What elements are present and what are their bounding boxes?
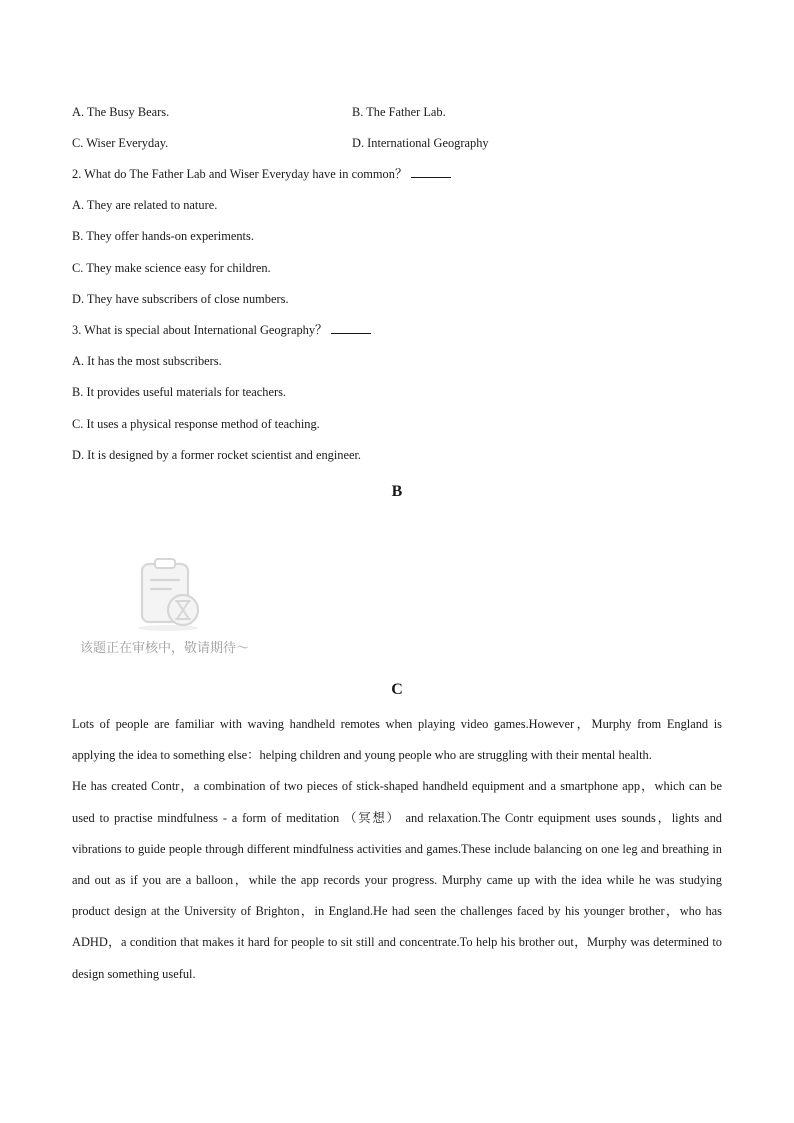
q1-options-row2	[72, 135, 489, 151]
q1-option-d: D. International Geography	[352, 136, 489, 150]
q3-stem	[72, 322, 371, 338]
q3-stem-text: 3. What is special about International Geography？	[72, 323, 328, 337]
pending-review-text: 该题正在审核中，敬请期待～	[80, 641, 250, 656]
section-c-heading: C	[391, 681, 403, 698]
clipboard-hourglass-icon	[130, 558, 210, 633]
q1-option-c: C. Wiser Everyday.	[72, 136, 169, 150]
q3-option-c: C. It uses a physical response method of teaching.	[72, 417, 320, 431]
q2-answer-blank	[411, 166, 451, 178]
q3-option-b: B. It provides useful materials for teachers.	[72, 385, 287, 399]
pending-review-placeholder	[80, 558, 270, 658]
q2-stem	[72, 166, 451, 182]
passage-paragraph-2: He has created Contr，a combination of two pieces of stick-shaped handheld equipment and a smartphone app，which can be used to practise mindfulness - a form of meditation （冥想） and relaxation.The Contr equipment uses sounds，lights and vibrations to guide people through different mindfulness activities and games.These include balancing on one leg and breathing in and out as if you are a balloon，while the app records your progress. Murphy came up with the idea while he was studying product design at the University of Brighton，in England.He had seen the challenges faced by his younger brother，who has ADHD，a condition that makes it hard for people to sit still and concentrate.To help his brother out，Murphy was determined to design something useful.	[72, 779, 722, 981]
q3-answer-blank	[331, 322, 371, 334]
passage-paragraph-1: Lots of people are familiar with waving handheld remotes when playing video games.However，Murphy from England is applying the idea to something else：helping children and young people who are struggling with their mental health.	[72, 717, 722, 763]
q1-options-row1	[72, 104, 446, 120]
q1-option-b: B. The Father Lab.	[352, 105, 446, 119]
q2-option-c: C. They make science easy for children.	[72, 261, 271, 275]
passage-c	[72, 709, 722, 990]
q2-stem-text: 2. What do The Father Lab and Wiser Everyday have in common？	[72, 167, 408, 181]
q2-option-b: B. They offer hands-on experiments.	[72, 229, 254, 243]
q1-option-a: A. The Busy Bears.	[72, 105, 170, 119]
q3-option-d: D. It is designed by a former rocket scientist and engineer.	[72, 448, 362, 462]
q3-option-a: A. It has the most subscribers.	[72, 354, 222, 368]
section-b-heading: B	[391, 483, 403, 500]
q2-option-a: A. They are related to nature.	[72, 198, 218, 212]
q2-option-d: D. They have subscribers of close numbers.	[72, 292, 289, 306]
